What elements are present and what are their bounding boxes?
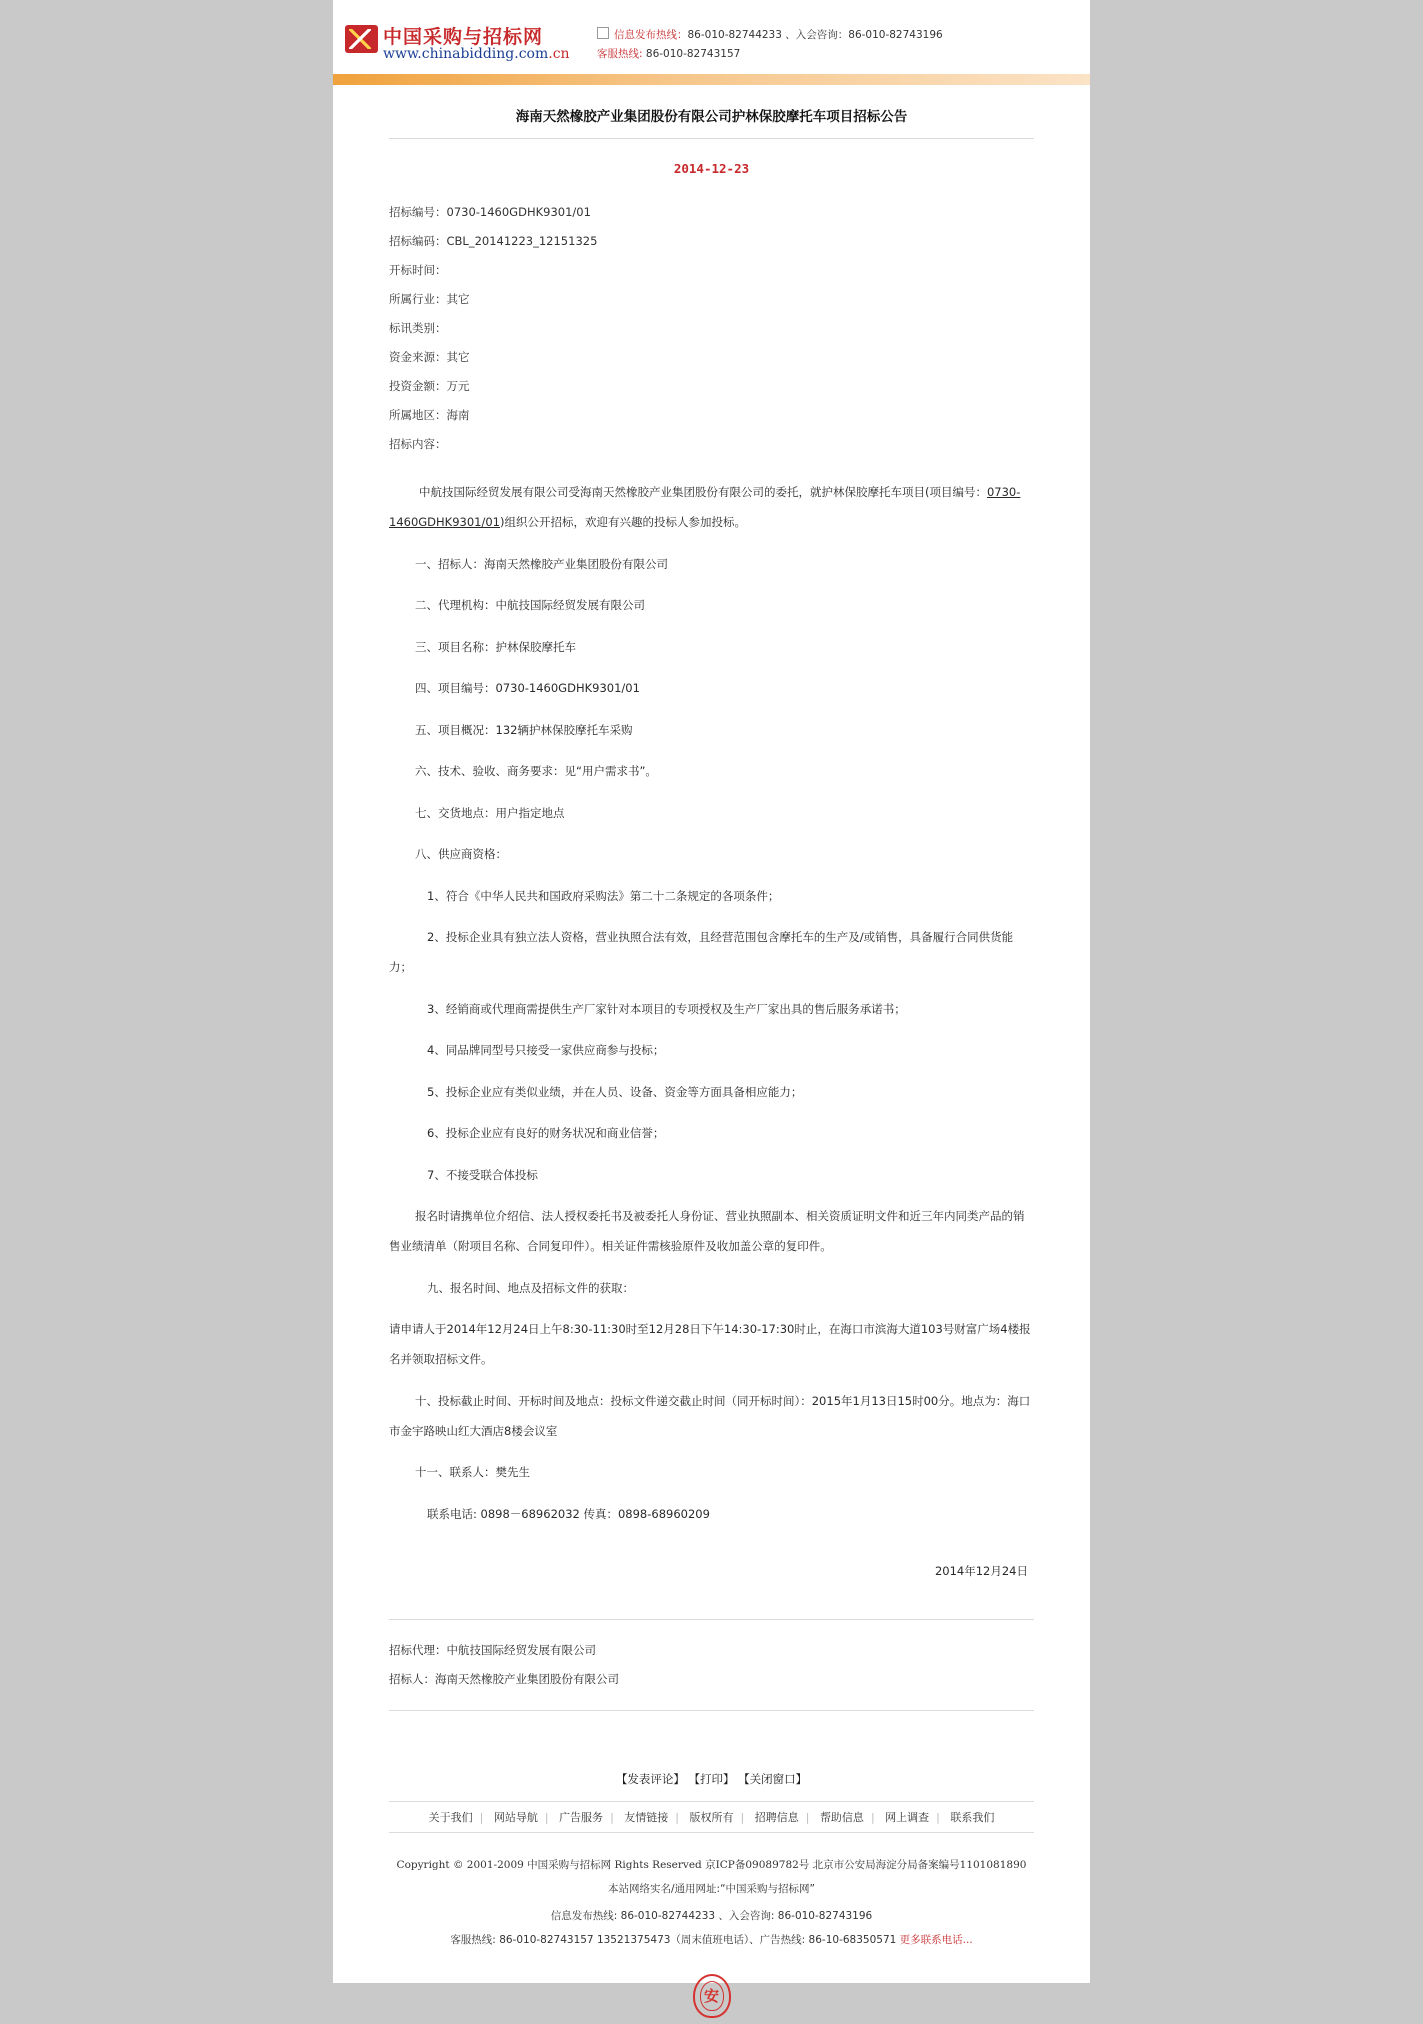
footer-nav-help[interactable]: 帮助信息 <box>819 1810 864 1824</box>
nav-sep: | <box>544 1810 549 1824</box>
paragraph-lead <box>389 477 1034 537</box>
item-3-project-name: 三、项目名称：护林保胶摩托车 <box>415 639 576 654</box>
footer-phone-line-2-text: 客服热线: 86-010-82743157 13521375473（周末值班电话）、广告热线: 86-10-68350571 <box>450 1933 897 1946</box>
footer-nav-sitemap[interactable]: 网站导航 <box>493 1810 538 1824</box>
logo-url-suffix: .cn <box>548 46 570 62</box>
header-contact-line-1 <box>597 26 943 45</box>
item-9-detail: 请申请人于2014年12月24日上午8:30-11:30时至12月28日下午14:30-17:30时止，在海口市滨海大道103号财富广场4楼报名并领取招标文件。 <box>389 1322 1031 1366</box>
agent-info-block <box>389 1636 1034 1694</box>
footer-nav-contact[interactable]: 联系我们 <box>950 1810 995 1824</box>
qualification-1: 1、符合《中华人民共和国政府采购法》第二十二条规定的各项条件； <box>427 888 780 903</box>
item-5-project-overview: 五、项目概况：132辆护林保胶摩托车采购 <box>415 722 633 737</box>
footer-nav-about[interactable]: 关于我们 <box>428 1810 473 1824</box>
meta-item-bid-number: 招标编号：0730-1460GDHK9301/01 <box>389 205 591 219</box>
footer-nav-links[interactable]: 友情链接 <box>624 1810 669 1824</box>
meta-item-fund-source: 资金来源：其它 <box>389 350 470 364</box>
meta-item-region: 所属地区：海南 <box>389 408 470 422</box>
footer-nav-jobs[interactable]: 招聘信息 <box>754 1810 799 1824</box>
publish-date: 2014-12-23 <box>673 161 750 176</box>
item-6-requirements: 六、技术、验收、商务要求：见“用户需求书”。 <box>415 764 657 778</box>
item-4-project-number: 四、项目编号：0730-1460GDHK9301/01 <box>415 681 640 695</box>
announcement-body <box>333 107 1090 1787</box>
item-7-delivery-place: 七、交货地点：用户指定地点 <box>415 805 565 820</box>
header-contact-line-2 <box>597 45 943 64</box>
logo-url-main: www.chinabidding.com <box>383 46 549 62</box>
realname-text: 本站网络实名/通用网址:“中国采购与招标网” <box>608 1882 815 1895</box>
footer-nav-survey[interactable]: 网上调查 <box>885 1810 930 1824</box>
site-logo[interactable] <box>345 22 583 64</box>
lead-part-1: 中航技国际经贸发展有限公司受海南天然橡胶产业集团股份有限公司的委托，就护林保胶摩托车项目(项目编号： <box>419 485 987 499</box>
sign-date: 2014年12月24日 <box>934 1563 1028 1578</box>
footer-actions <box>389 1771 1034 1787</box>
qualification-7: 7、不接受联合体投标 <box>427 1167 538 1182</box>
site-header <box>333 0 1090 74</box>
header-service-value: 86-010-82743157 <box>645 48 741 60</box>
document-sheet <box>333 0 1090 2005</box>
logo-url <box>383 46 570 62</box>
item-1-tenderer: 一、招标人：海南天然橡胶产业集团股份有限公司 <box>415 556 668 571</box>
nav-sep: | <box>610 1810 614 1824</box>
tenderer-line: 招标人：海南天然橡胶产业集团股份有限公司 <box>389 1671 619 1686</box>
logo-chinese-name: 中国采购与招标网 <box>383 26 544 48</box>
meta-item-content: 招标内容： <box>389 437 447 451</box>
nav-sep: | <box>675 1810 679 1824</box>
meta-item-investment: 投资金额：万元 <box>389 379 470 393</box>
item-8-supplier-qualification: 八、供应商资格： <box>415 847 507 861</box>
meta-list <box>389 198 1034 459</box>
header-divider-bar <box>333 74 1090 85</box>
meta-item-category: 标讯类别： <box>389 321 447 335</box>
meta-item-bid-code: 招标编码：CBL_20141223_12151325 <box>389 234 598 248</box>
police-seal-icon: 安 <box>693 1974 731 2018</box>
envelope-icon <box>597 27 609 39</box>
nav-sep: | <box>870 1810 875 1824</box>
footer-nav <box>389 1801 1034 1833</box>
contact-phone-line: 联系电话: 0898－68962032 传真：0898-68960209 <box>427 1506 710 1521</box>
print-action[interactable]: 【打印】 <box>688 1771 735 1786</box>
header-hotline-value: 86-010-82744233 、入会咨询：86-010-82743196 <box>687 29 943 41</box>
item-9-registration: 九、报名时间、地点及招标文件的获取： <box>427 1280 634 1295</box>
item-2-agent: 二、代理机构：中航技国际经贸发展有限公司 <box>415 598 645 612</box>
footer-nav-copyright[interactable]: 版权所有 <box>689 1810 734 1824</box>
registration-note: 报名时请携单位介绍信、法人授权委托书及被委托人身份证、营业执照副本、相关资质证明文件和近三年内同类产品的销售业绩清单（附项目名称、合同复印件）。相关证件需核验原件及收加盖公章的复印件。 <box>389 1209 1025 1253</box>
copyright-text: Copyright © 2001-2009 中国采购与招标网 Rights Reserved 京ICP备09089782号 北京市公安局海淀分局备案编号1101081890 <box>396 1858 1027 1871</box>
meta-item-industry: 所属行业：其它 <box>389 292 470 306</box>
divider-above-agent <box>389 1619 1034 1620</box>
header-contact-info <box>597 26 943 64</box>
nav-sep: | <box>740 1810 745 1824</box>
nav-sep: | <box>936 1810 940 1824</box>
qualification-5: 5、投标企业应有类似业绩，并在人员、设备、资金等方面具备相应能力； <box>427 1084 803 1099</box>
footer-phone-line-1: 信息发布热线: 86-010-82744233 、入会咨询: 86-010-82743196 <box>550 1909 873 1922</box>
nav-sep: | <box>479 1810 484 1824</box>
comment-action[interactable]: 【发表评论】 <box>615 1771 685 1786</box>
header-hotline-label: 信息发布热线： <box>614 29 688 41</box>
footer-nav-advertising[interactable]: 广告服务 <box>559 1810 604 1824</box>
qualification-2: 2、投标企业具有独立法人资格，营业执照合法有效，且经营范围包含摩托车的生产及/或销售，具备履行合同供货能力； <box>389 930 1014 974</box>
item-10-deadline: 十、投标截止时间、开标时间及地点：投标文件递交截止时间（同开标时间）：2015年1月13日15时00分。地点为：海口市金宇路映山红大酒店8楼会议室 <box>389 1393 1031 1438</box>
footer-phone-line-2 <box>333 1928 1090 1952</box>
header-service-label: 客服热线: <box>597 48 643 60</box>
footer-phone-block <box>333 1904 1090 1952</box>
item-11-contact-person: 十一、联系人：樊先生 <box>415 1465 530 1479</box>
divider-below-agent <box>389 1710 1034 1711</box>
lead-project-code: 0730-1460GDHK9301/01 <box>389 485 1021 529</box>
seal-wrapper <box>333 1974 1090 2024</box>
logo-mark-icon <box>345 25 378 53</box>
agent-line: 招标代理：中航技国际经贸发展有限公司 <box>389 1642 596 1657</box>
qualification-4: 4、同品牌同型号只接受一家供应商参与投标； <box>427 1043 665 1057</box>
page-title: 海南天然橡胶产业集团股份有限公司护林保胶摩托车项目招标公告 <box>389 107 1034 139</box>
close-window-action[interactable]: 【关闭窗口】 <box>738 1771 808 1786</box>
qualification-6: 6、投标企业应有良好的财务状况和商业信誉； <box>427 1126 665 1140</box>
meta-item-open-time: 开标时间： <box>389 263 447 277</box>
qualification-3: 3、经销商或代理商需提供生产厂家针对本项目的专项授权及生产厂家出具的售后服务承诺书； <box>427 1001 906 1016</box>
nav-sep: | <box>805 1810 810 1824</box>
more-contacts-link[interactable]: 更多联系电话... <box>899 1933 973 1946</box>
lead-part-2: )组织公开招标，欢迎有兴趣的投标人参加投标。 <box>500 515 746 529</box>
announcement-text <box>389 477 1034 1529</box>
